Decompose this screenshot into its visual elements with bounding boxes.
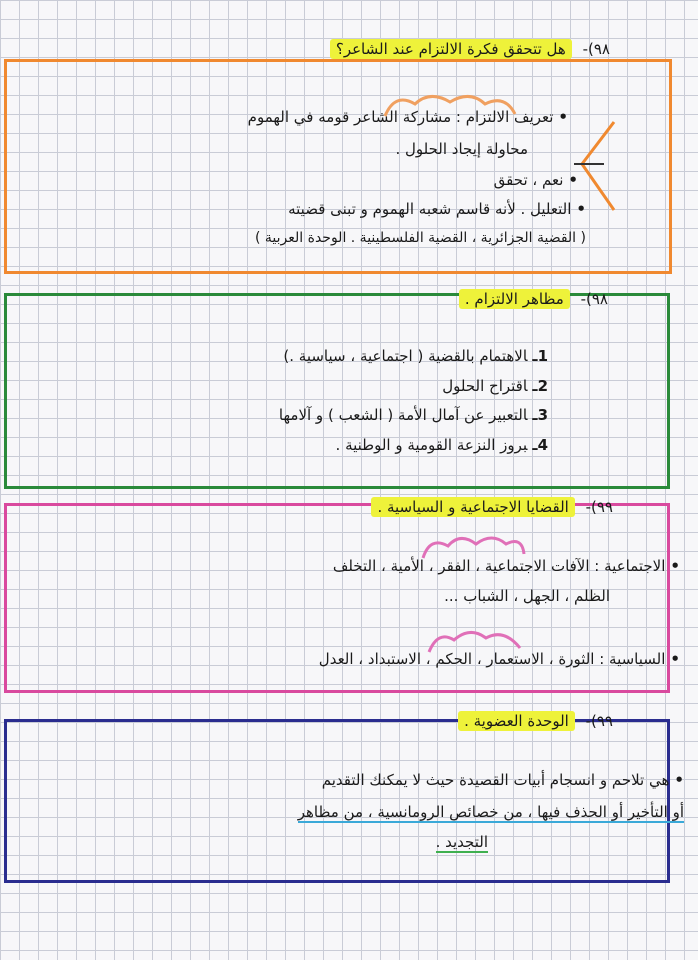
section-3-title: القضايا الاجتماعية و السياسية . — [371, 497, 574, 517]
section-3-line-1: •الاجتماعية : الآفات الاجتماعية ، الفقر ، الأمية ، التخلف — [332, 557, 680, 575]
section-2-number: ٩٨)- — [580, 290, 608, 308]
section-2-line-2: 2ـاقتراح الحلول — [442, 377, 548, 395]
section-4-line-3: التجديد . — [435, 833, 488, 851]
section-4-box — [4, 719, 670, 883]
section-2-line-4: 4ـبروز النزعة القومية و الوطنية . — [335, 436, 548, 454]
section-3-heading — [371, 498, 613, 516]
section-4-heading — [458, 712, 613, 730]
section-4-line-1: •هي تلاحم و انسجام أبيات القصيدة حيث لا يمكنك التقديم — [321, 771, 684, 789]
bracket-arrow-icon — [574, 112, 624, 217]
section-1-line-5: ( القضية الجزائرية ، القضية الفلسطينية . الوحدة العربية ) — [254, 230, 586, 246]
section-1-heading — [330, 40, 610, 58]
section-2-title: مظاهر الالتزام . — [459, 289, 570, 309]
section-1-line-3: •نعم ، تحقق — [493, 171, 578, 189]
section-2-heading — [459, 290, 608, 308]
section-2-box — [4, 293, 670, 489]
section-3-line-3: •السياسية : الثورة ، الاستعمار ، الحكم ، الاستبداد ، العدل — [318, 650, 680, 668]
section-4-title: الوحدة العضوية . — [458, 711, 575, 731]
section-2-line-1: 1ـالاهتمام بالقضية ( اجتماعية ، سياسية .) — [283, 347, 548, 365]
cloud-decoration-icon — [418, 532, 528, 560]
section-1-line-2: محاولة إيجاد الحلول . — [395, 140, 528, 158]
section-4-line-2: أو التأخير أو الحذف فيها ، من خصائص الرومانسية ، من مظاهر — [297, 803, 684, 821]
section-4-number: ٩٩)- — [585, 712, 613, 730]
section-2-line-3: 3ـالتعبير عن آمال الأمة ( الشعب ) و آلامها — [278, 406, 548, 424]
section-1-number: ٩٨)- — [582, 40, 610, 58]
section-1-line-1: •تعريف الالتزام : مشاركة الشاعر قومه في الهموم — [247, 108, 568, 126]
cloud-decoration-icon — [380, 90, 520, 120]
section-1-line-4: •التعليل . لأنه قاسم شعبه الهموم و تبنى قضيته — [288, 200, 586, 218]
section-1-title: هل تتحقق فكرة الالتزام عند الشاعر؟ — [330, 39, 572, 59]
section-3-line-2: الظلم ، الجهل ، الشباب ... — [444, 587, 610, 605]
section-3-number: ٩٩)- — [585, 498, 613, 516]
